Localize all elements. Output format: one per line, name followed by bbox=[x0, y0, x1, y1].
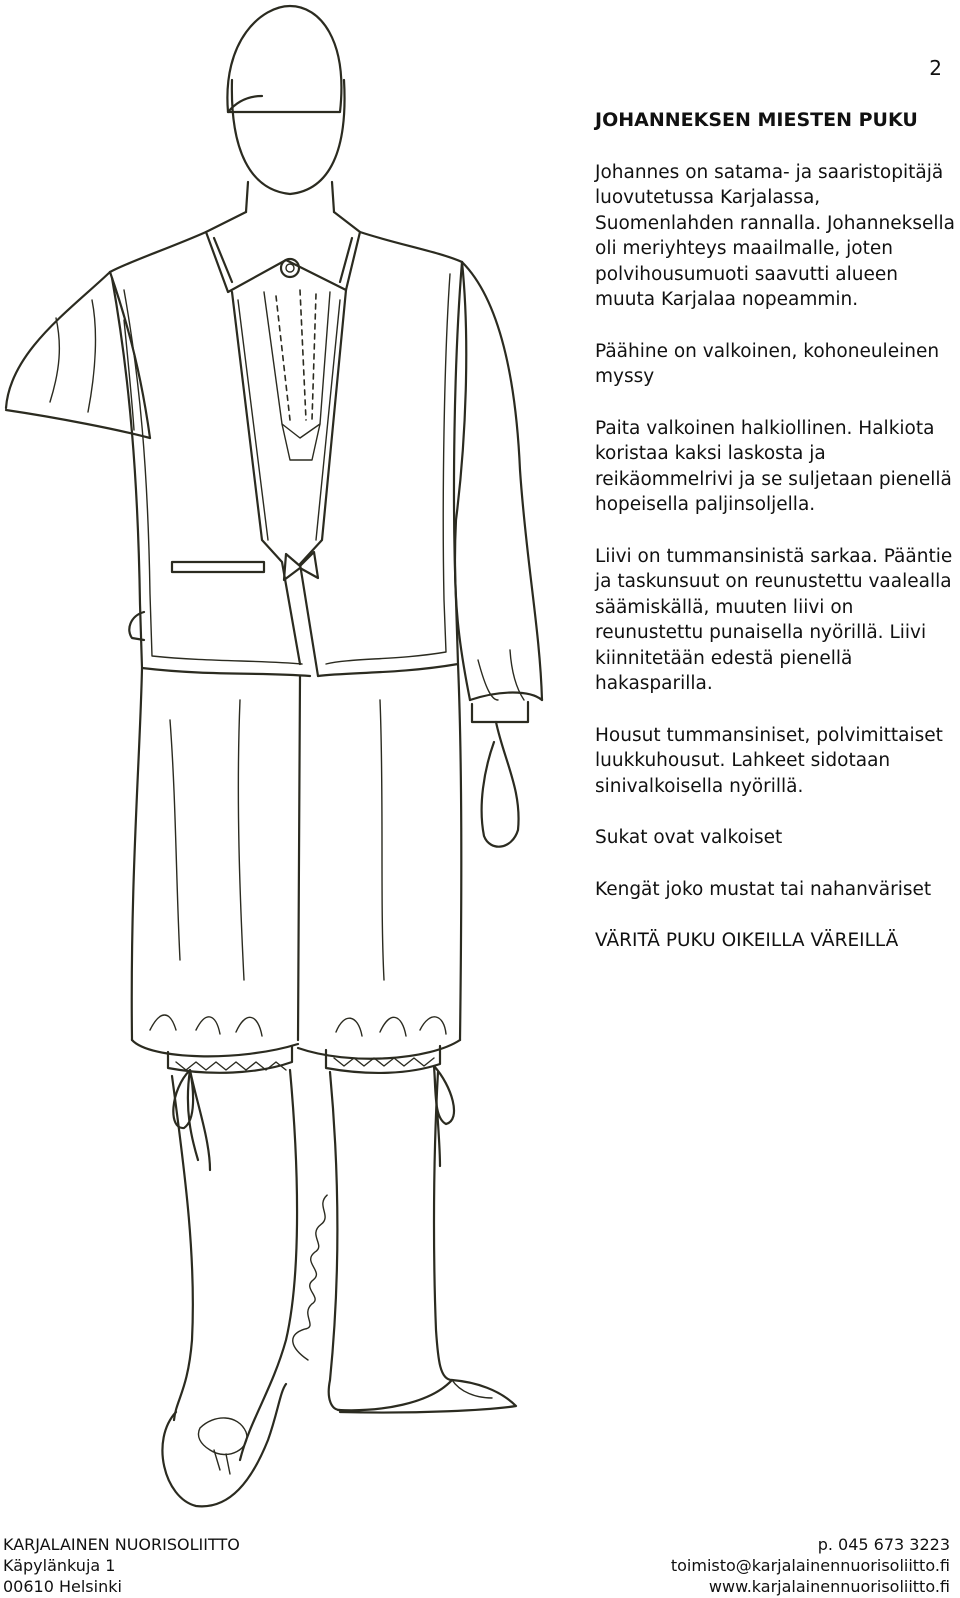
vest bbox=[110, 232, 462, 676]
footer-org: KARJALAINEN NUORISOLIITTO bbox=[3, 1535, 240, 1554]
paragraph-shoes: Kengät joko mustat tai nahanväriset bbox=[595, 878, 932, 900]
shirt-placket bbox=[264, 290, 330, 460]
vest-pocket bbox=[172, 562, 264, 572]
page-title: JOHANNEKSEN MIESTEN PUKU bbox=[595, 109, 918, 131]
cuff bbox=[472, 702, 528, 722]
trousers bbox=[132, 664, 462, 1073]
right-hand bbox=[482, 722, 519, 847]
head bbox=[227, 6, 344, 194]
paragraph-socks: Sukat ovat valkoiset bbox=[595, 827, 783, 848]
footer-email[interactable]: toimisto@karjalainennuorisoliitto.fi bbox=[670, 1556, 950, 1575]
footer-address bbox=[3, 1534, 240, 1597]
shoes bbox=[162, 1380, 516, 1506]
paragraph-shirt: Paita valkoinen halkiollinen. Halkiota koristaa kaksi laskosta ja reikäommelrivi ja se suljetaan pienellä hopeisella paljinsoljella. bbox=[595, 417, 952, 515]
collar bbox=[206, 182, 360, 292]
cap bbox=[227, 6, 341, 112]
paragraph-intro: Johannes on satama- ja saaristopitäjä luovutetussa Karjalassa, Suomenlahden rannalla. Johanneksella oli meriyhteys maailmalle, joten polvihousumuoti saavutti alueen muuta Karjalaa nopeammin. bbox=[595, 161, 955, 310]
page-number: 2 bbox=[929, 56, 942, 80]
knee-ties bbox=[173, 1066, 454, 1170]
paragraph-trousers: Housut tummansiniset, polvimittaiset luukkuhousut. Lahkeet sidotaan sinivalkoisella nyörillä. bbox=[595, 724, 943, 797]
paragraph-instruction: VÄRITÄ PUKU OIKEILLA VÄREILLÄ bbox=[595, 930, 899, 951]
footer-contact bbox=[671, 1534, 950, 1597]
text-column bbox=[595, 108, 957, 980]
footer-web[interactable]: www.karjalainennuorisoliitto.fi bbox=[708, 1577, 950, 1596]
left-sleeve bbox=[6, 272, 150, 438]
paragraph-vest: Liivi on tummansinistä sarkaa. Pääntie ja taskunsuut on reunustettu vaalealla säämiskällä, muuten liivi on reunustettu punaisella nyörillä. Liivi kiinnitetään edestä pienellä hakasparilla. bbox=[595, 545, 953, 694]
footer-street: Käpylänkuja 1 bbox=[3, 1556, 116, 1575]
paragraph-headwear: Päähine on valkoinen, kohoneuleinen myssy bbox=[595, 340, 940, 387]
footer-phone: p. 045 673 3223 bbox=[817, 1535, 950, 1554]
right-sleeve bbox=[455, 262, 542, 847]
footer-city: 00610 Helsinki bbox=[3, 1577, 122, 1596]
